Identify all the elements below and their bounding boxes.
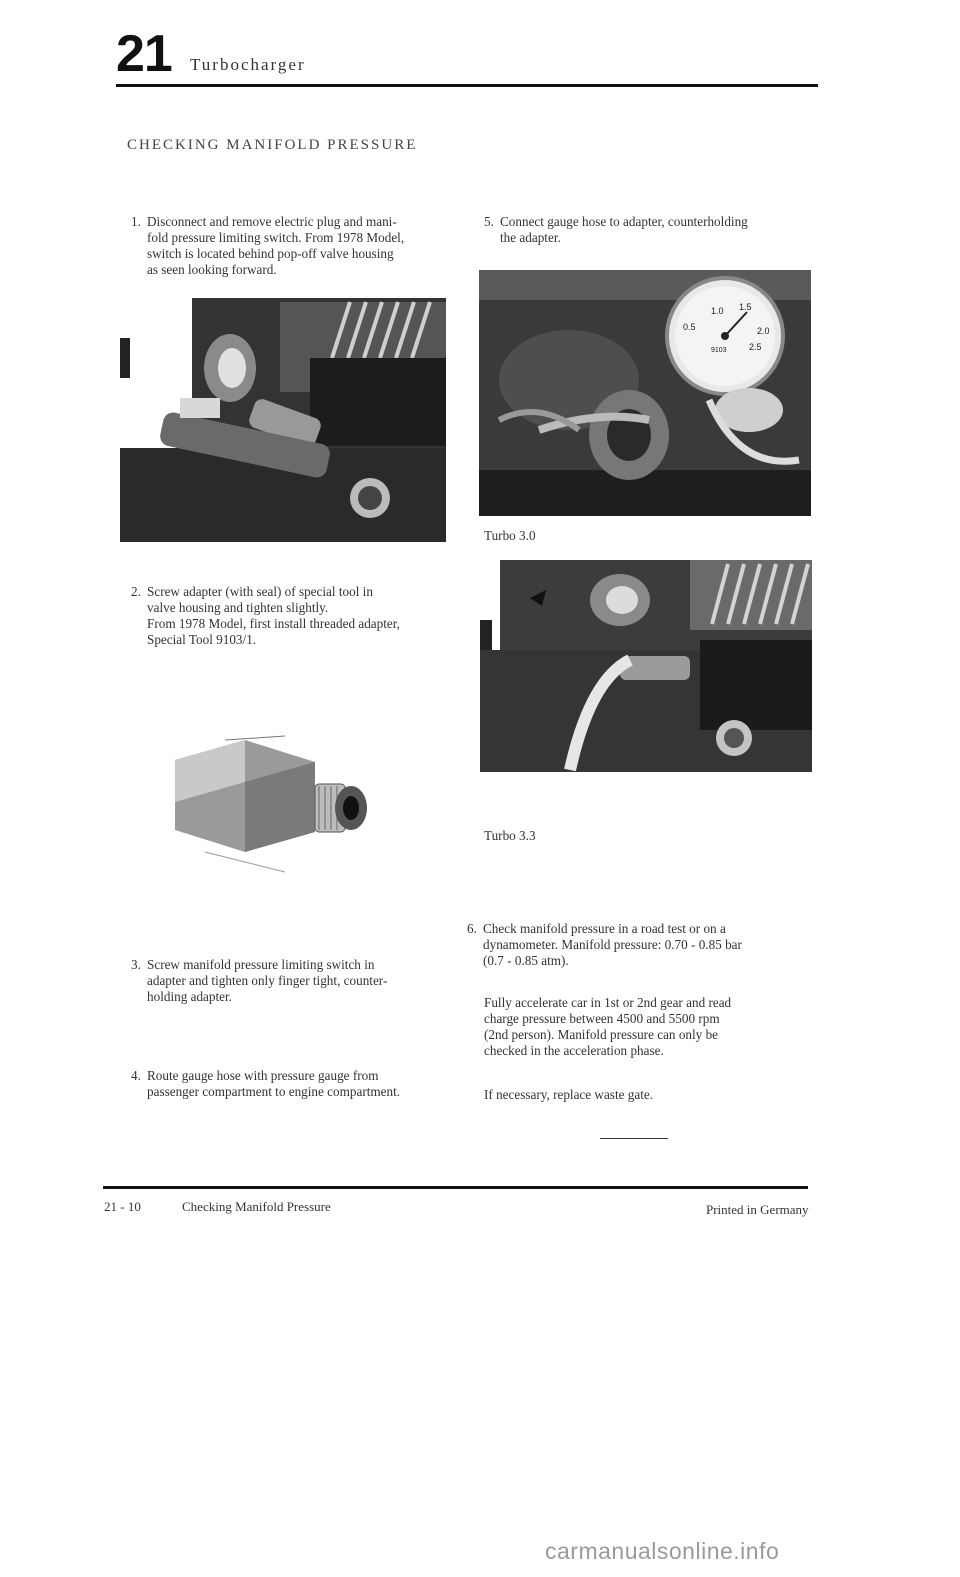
section-title: CHECKING MANIFOLD PRESSURE xyxy=(127,137,418,153)
step-line: switch is located behind pop-off valve housing xyxy=(147,246,394,261)
step-number: 1. xyxy=(131,214,141,229)
step-5 xyxy=(484,214,840,246)
gauge-label: 1.0 xyxy=(711,306,724,316)
photo-threaded-adapter xyxy=(165,722,375,878)
footer-rule xyxy=(103,1186,808,1189)
step-number: 4. xyxy=(131,1068,141,1083)
step-line: Screw adapter (with seal) of special tool in xyxy=(147,584,373,599)
step-line: Route gauge hose with pressure gauge from xyxy=(147,1068,379,1083)
photo-switch-location xyxy=(120,298,446,542)
step-number: 2. xyxy=(131,584,141,599)
paragraph-line: checked in the acceleration phase. xyxy=(484,1043,664,1058)
step-line: Screw manifold pressure limiting switch in xyxy=(147,957,375,972)
paragraph-line: Fully accelerate car in 1st or 2nd gear and read xyxy=(484,995,732,1010)
photo-gauge-turbo-33 xyxy=(480,560,812,772)
caption-turbo-30: Turbo 3.0 xyxy=(484,528,536,543)
gauge-label: 2.5 xyxy=(749,342,762,352)
footer-page-number: 21 - 10 xyxy=(104,1199,141,1214)
chapter-title: Turbocharger xyxy=(190,55,306,74)
paragraph-line: (2nd person). Manifold pressure can only be xyxy=(484,1027,719,1042)
step-2 xyxy=(131,584,487,648)
step-line: holding adapter. xyxy=(147,989,232,1004)
footer-page-title: Checking Manifold Pressure xyxy=(182,1199,331,1214)
gauge-label: 1.5 xyxy=(739,302,752,312)
step-line: (0.7 - 0.85 atm). xyxy=(483,953,569,968)
gauge-label: 9103 xyxy=(711,347,727,354)
end-rule xyxy=(600,1138,668,1139)
step-line: as seen looking forward. xyxy=(147,262,277,277)
step-line: passenger compartment to engine compartment. xyxy=(147,1084,401,1099)
gauge-label: 0.5 xyxy=(683,322,696,332)
watermark-text: carmanualsonline.info xyxy=(545,1538,780,1564)
step-line: the adapter. xyxy=(500,230,561,245)
step-3 xyxy=(131,957,487,1005)
step-line: From 1978 Model, first install threaded adapter, xyxy=(147,616,400,631)
step-number: 5. xyxy=(484,214,494,229)
step-line: Special Tool 9103/1. xyxy=(147,632,257,647)
step-number: 3. xyxy=(131,957,141,972)
step-line: fold pressure limiting switch. From 1978 Model, xyxy=(147,230,405,245)
step-line: Check manifold pressure in a road test or on a xyxy=(483,921,726,936)
paragraph-accelerate xyxy=(484,995,824,1059)
step-6 xyxy=(467,921,855,969)
paragraph-waste-gate xyxy=(484,1087,824,1103)
gauge-label: 2.0 xyxy=(757,326,770,336)
step-line: adapter and tighten only finger tight, counter- xyxy=(147,973,388,988)
caption-turbo-33: Turbo 3.3 xyxy=(484,828,536,843)
footer-printed: Printed in Germany xyxy=(706,1202,809,1217)
step-line: Disconnect and remove electric plug and mani- xyxy=(147,214,397,229)
step-line: valve housing and tighten slightly. xyxy=(147,600,329,615)
step-line: Connect gauge hose to adapter, counterholding xyxy=(500,214,748,229)
step-1 xyxy=(131,214,487,278)
step-number: 6. xyxy=(467,921,477,936)
paragraph-line: If necessary, replace waste gate. xyxy=(484,1087,654,1102)
step-line: dynamometer. Manifold pressure: 0.70 - 0.85 bar xyxy=(483,937,742,952)
paragraph-line: charge pressure between 4500 and 5500 rpm xyxy=(484,1011,720,1026)
chapter-number: 21 xyxy=(116,25,172,83)
step-4 xyxy=(131,1068,487,1100)
header-rule xyxy=(116,84,818,87)
photo-gauge-turbo-30 xyxy=(479,270,811,516)
